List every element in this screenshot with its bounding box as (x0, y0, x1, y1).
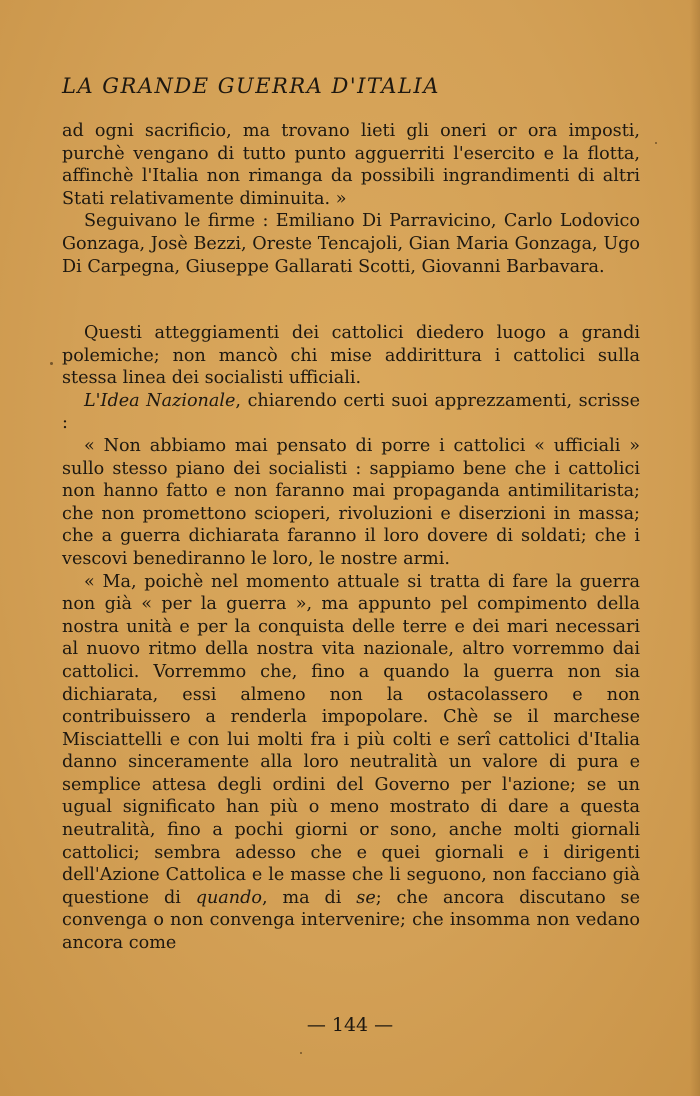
paragraph-quote-1: « Non abbiamo mai pensato di porre i cattolici « ufficiali » sullo stesso piano dei socialisti : sappiamo bene che i cattolici non hanno fatto e non faranno mai propaganda antimilitarista; che non promettono scioperi, rivoluzioni e diserzioni in massa; che a guerra dichiarata faranno il loro dovere di soldati; che i vescovi benediranno le loro, le nostre armi. (62, 435, 640, 569)
quote-2-between: , ma di (262, 887, 357, 908)
text-block-top (62, 120, 640, 278)
emphasis-quando: quando (195, 887, 262, 908)
text-block-main (62, 322, 640, 955)
newspaper-title: L'Idea Nazionale (84, 390, 236, 411)
paper-speck (50, 362, 53, 365)
page-edge-shadow (690, 0, 700, 1096)
paragraph-quote-2 (62, 571, 640, 955)
paper-speck (300, 1052, 302, 1054)
paragraph-idea-nazionale-rest: , chiarendo certi suoi apprezzamenti, scrisse : (62, 390, 640, 434)
quote-2-end: ; che ancora discutano se convenga o non convenga intervenire; che insomma non vedano ancora come (62, 887, 640, 954)
paragraph-signatures: Seguivano le firme : Emiliano Di Parravicino, Carlo Lodovico Gonzaga, Josè Bezzi, Oreste Tencajoli, Gian Maria Gonzaga, Ugo Di Carpegna, Giuseppe Gallarati Scotti, Giovanni Barbavara. (62, 211, 640, 277)
paragraph-idea-nazionale (62, 390, 640, 435)
quote-2-text: « Ma, poichè nel momento attuale si tratta di fare la guerra non già « per la guerra », ma appunto pel compimento della nostra unità e per la conquista delle terre e dei mari necessari al nuovo ritmo della nostra vita nazionale, altro vorremmo dai cattolici. Vorremmo che, fino a quando la guerra non sia dichiarata, essi almeno non la ostacolassero e non contribuissero a renderla impopolare. Chè se il marchese Misciattelli e con lui molti fra i più colti e serî cattolici d'Italia danno sinceramente alla loro neutralità un valore di pura e semplice attesa degli ordini del Governo per l'azione; se un ugual significato han più o meno mostrato di dare a questa neutralità, fino a pochi giorni or sono, anche molti giornali cattolici; sembra adesso che e quei giornali e i dirigenti dell'Azione Cattolica e le masse che li seguono, non facciano già questione di (62, 571, 640, 908)
page-number: — 144 — (306, 1014, 394, 1036)
paper-speck (655, 142, 657, 144)
running-title: LA GRANDE GUERRA D'ITALIA (62, 74, 440, 98)
paragraph-polemics: Questi atteggiamenti dei cattolici diedero luogo a grandi polemiche; non mancò chi mise addirittura i cattolici sulla stessa linea dei socialisti ufficiali. (62, 323, 640, 389)
paragraph-continuation: ad ogni sacrificio, ma trovano lieti gli oneri or ora imposti, purchè vengano di tutto punto agguerriti l'esercito e la flotta, affinchè l'Italia non rimanga da possibili ingrandimenti di altri Stati relativamente diminuita. » (62, 121, 640, 209)
emphasis-se: se (356, 887, 376, 908)
